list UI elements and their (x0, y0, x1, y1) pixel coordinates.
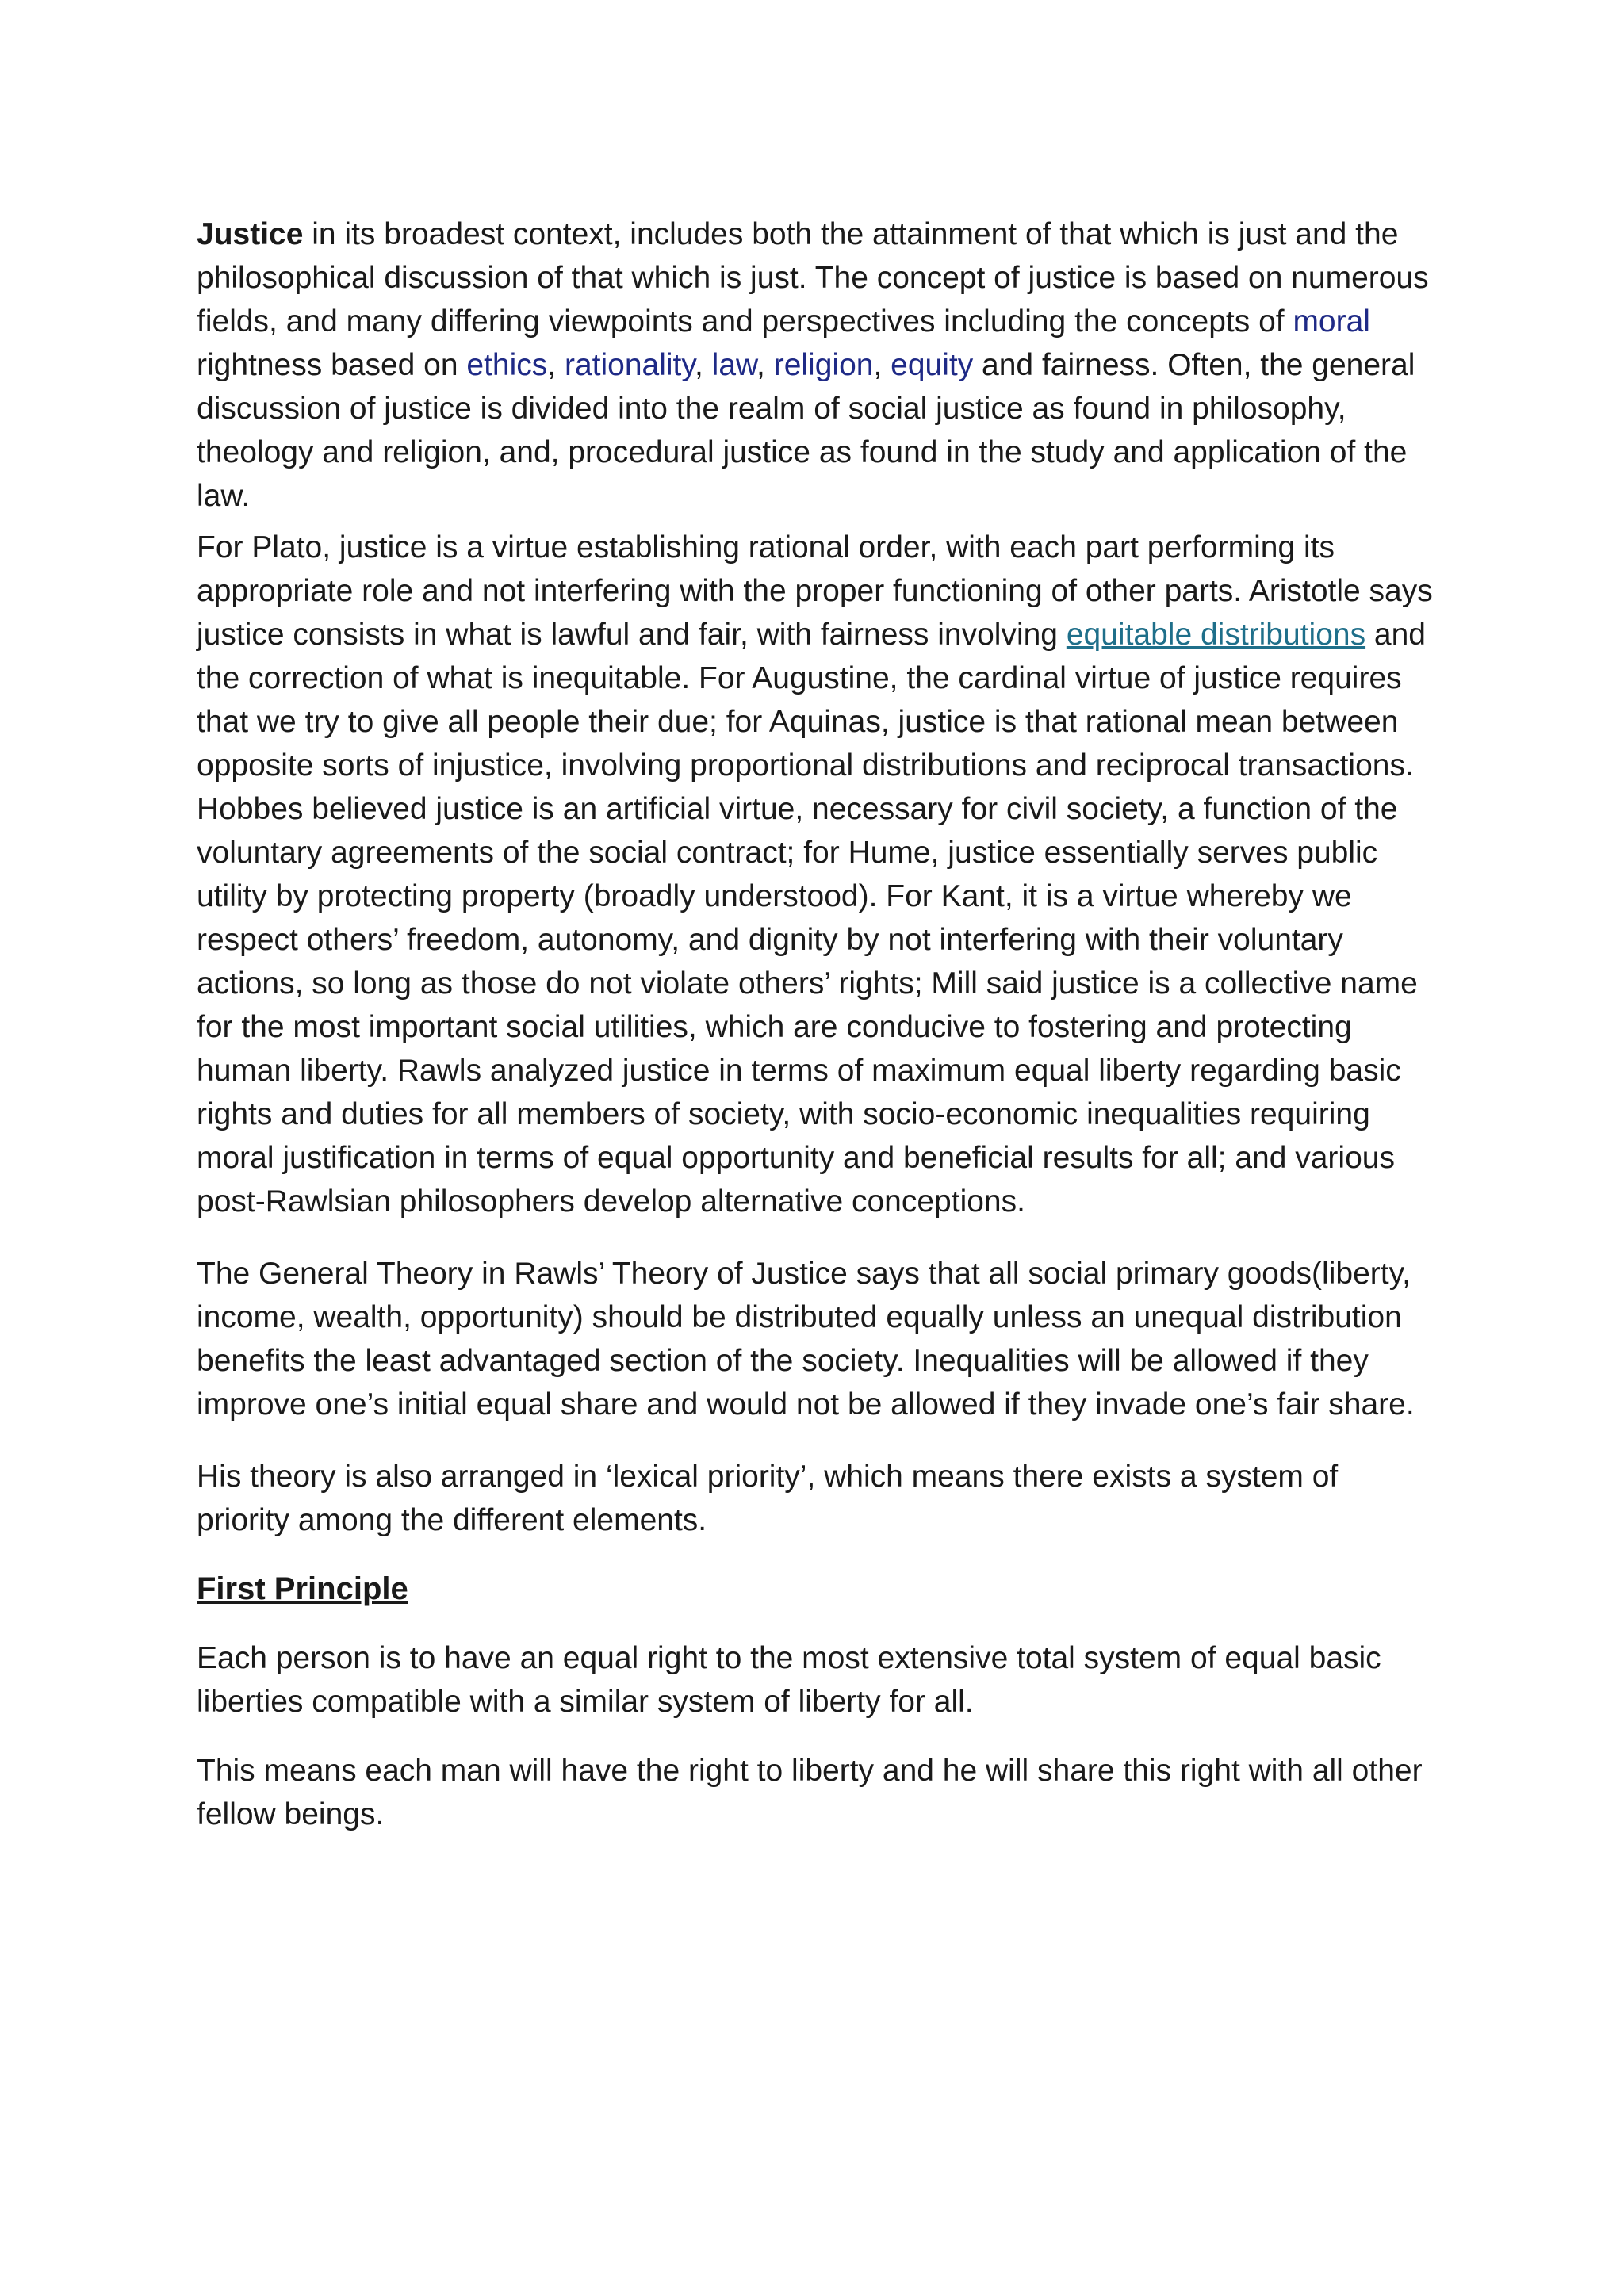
history-text-1: For Plato, justice is a virtue establishing rational order, with each part performing its appropriate role and not interfering with the proper functioning of other parts. Aristotle says justice consists in what is lawful and fair, with fairness involving (197, 530, 1433, 652)
intro-text-3: and fairness. Often, the general discussion of justice is divided into the realm of social justice as found in philosophy, theology and religion, and, procedural justice as found in the study and application of the law. (197, 348, 1415, 513)
history-text-2: and the correction of what is inequitable. For Augustine, the cardinal virtue of justice requires that we try to give all people their due; for Aquinas, justice is that rational mean between opposite sorts of injustice, involving proportional distributions and reciprocal transactions. Hobbes believed justice is an artificial virtue, necessary for civil society, a function of the voluntary agreements of the social contract; for Hume, justice essentially serves public utility by protecting property (broadly understood). For Kant, it is a virtue whereby we respect others’ freedom, autonomy, and dignity by not interfering with their voluntary actions, so long as those do not violate others’ rights; Mill said justice is a collective name for the most important social utilities, which are conducive to fostering and protecting human liberty. Rawls analyzed justice in terms of maximum equal liberty regarding basic rights and duties for all members of society, with socio-economic inequalities requiring moral justification in terms of equal opportunity and beneficial results for all; and various post-Rawlsian philosophers develop alternative conceptions. (197, 618, 1426, 1219)
comma-2: , (695, 348, 712, 382)
intro-paragraph (197, 212, 1434, 518)
comma-3: , (756, 348, 774, 382)
term-moral[interactable]: moral (1293, 304, 1370, 339)
comma-4: , (873, 348, 891, 382)
term-law[interactable]: law (711, 348, 757, 382)
intro-text-1: in its broadest context, includes both the attainment of that which is just and the philosophical discussion of that which is just. The concept of justice is based on numerous fields, and many differing viewpoints and perspectives including the concepts of (197, 217, 1429, 339)
term-religion[interactable]: religion (773, 348, 874, 382)
term-equity[interactable]: equity (891, 348, 974, 382)
first-principle-heading: First Principle (197, 1571, 408, 1606)
lexical-priority-paragraph: His theory is also arranged in ‘lexical priority’, which means there exists a system of priority among the different elements. (197, 1460, 1339, 1537)
history-paragraph (197, 526, 1434, 1223)
first-principle-explanation: This means each man will have the right to liberty and he will share this right with all other fellow beings. (197, 1754, 1423, 1831)
comma-1: , (547, 348, 565, 382)
term-rationality[interactable]: rationality (564, 348, 695, 382)
justice-lead-term: Justice (197, 217, 304, 251)
term-ethics[interactable]: ethics (466, 348, 548, 382)
first-principle-statement: Each person is to have an equal right to the most extensive total system of equal basic liberties compatible with a similar system of liberty for all. (197, 1641, 1381, 1719)
document-page (197, 212, 1434, 1862)
intro-text-2: rightness based on (197, 348, 467, 382)
general-theory-paragraph: The General Theory in Rawls’ Theory of Justice says that all social primary goods(liberty, income, wealth, opportunity) should be distributed equally unless an unequal distribution benefits the least advantaged section of the society. Inequalities will be allowed if they improve one’s initial equal share and would not be allowed if they invade one’s fair share. (197, 1257, 1415, 1422)
equitable-distributions-link[interactable]: equitable distributions (1066, 618, 1366, 652)
